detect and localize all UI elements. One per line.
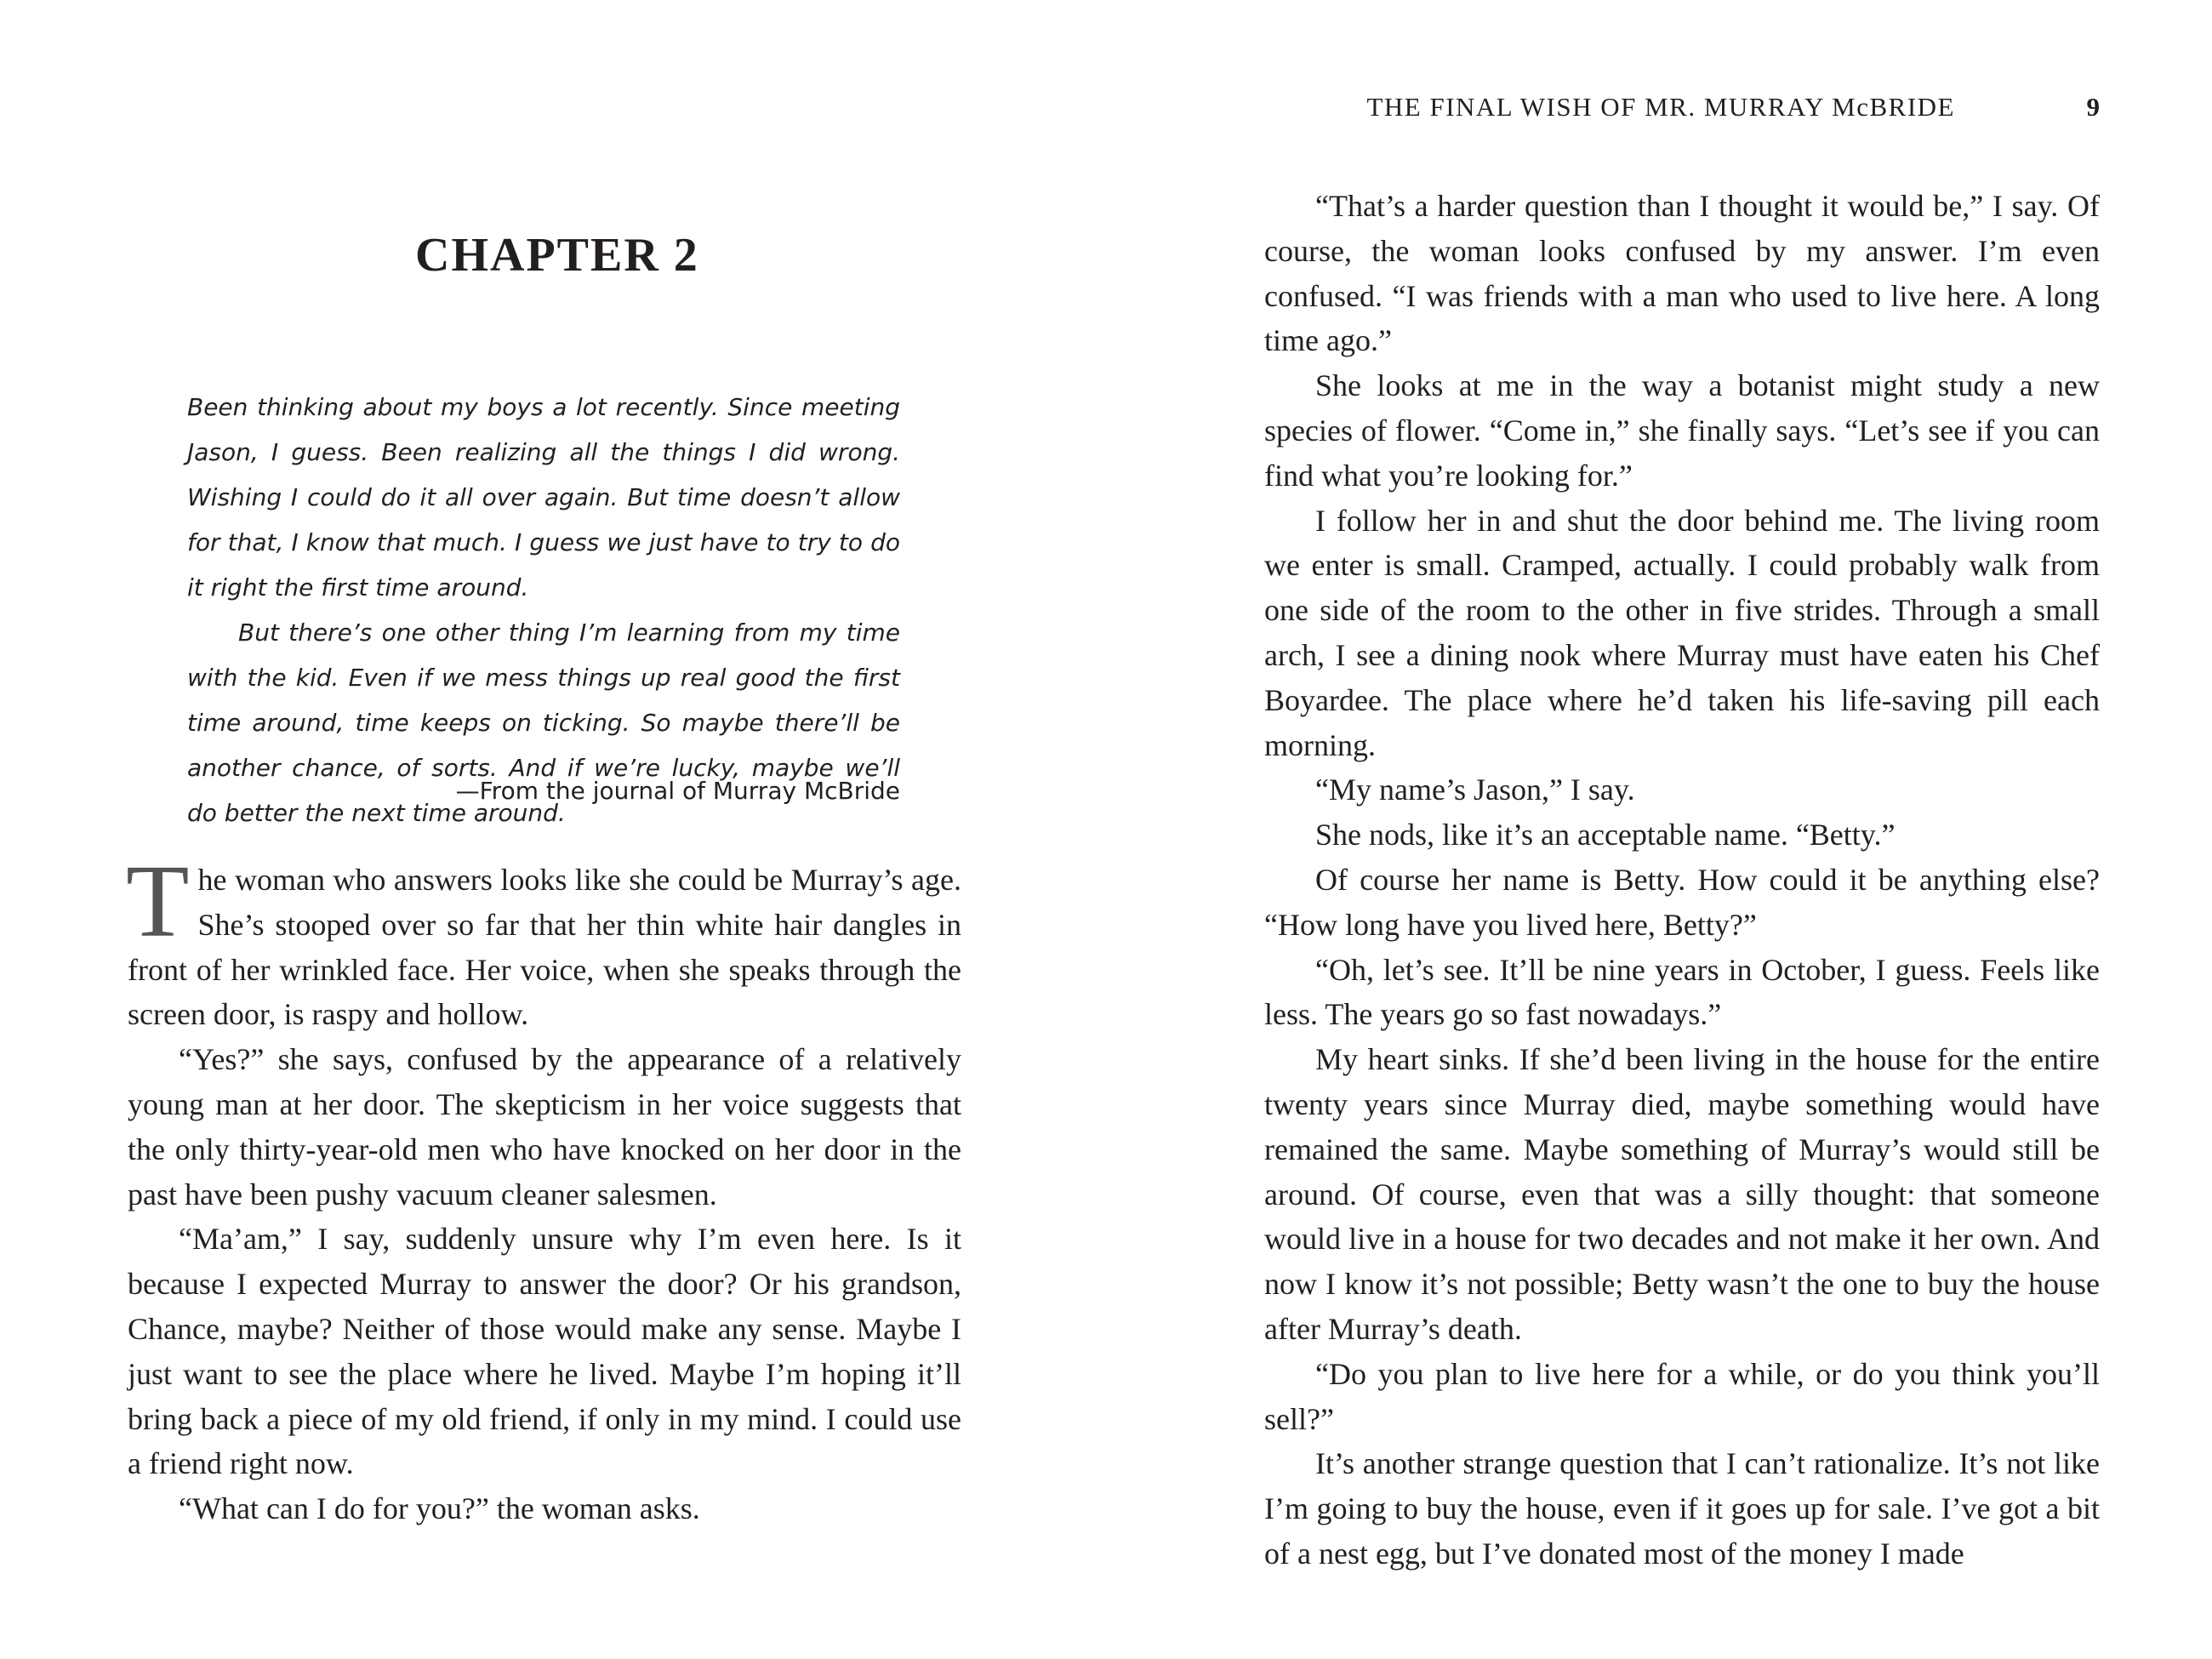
- body-paragraph: My heart sinks. If she’d been living in the house for the entire twenty years since Murray died, maybe something would have remained the same. Maybe something of Murray’s would still be around. Of course, even that was a silly thought: that someone would live in a house for two decades and not make it her own. And now I know it’s not possible; Betty wasn’t the one to buy the house after Murray’s death.: [1264, 1042, 2100, 1346]
- body-paragraph: “Do you plan to live here for a while, or do you think you’ll sell?”: [1264, 1356, 2100, 1436]
- body-paragraph: I follow her in and shut the door behind me. The living room we enter is small. Cramped, actually. I could probably walk from one side of the room to the other in five strides. Through a small arch, I see a dining nook where Murray must have eaten his Chef Boyardee. The place where he’d taken his life-saving pill each morning.: [1264, 503, 2100, 762]
- body-paragraph: She nods, like it’s an acceptable name. “Betty.”: [1315, 818, 1896, 852]
- chapter-title: CHAPTER 2: [415, 229, 699, 282]
- running-head: [1366, 92, 2100, 129]
- body-paragraph: “My name’s Jason,” I say.: [1315, 772, 1635, 807]
- left-body-text: [126, 844, 961, 1531]
- running-title: THE FINAL WISH OF MR. MURRAY McBRIDE: [1366, 92, 1955, 122]
- body-paragraph: It’s another strange question that I can’t rationalize. It’s not like I’m going to buy the house, even if it goes up for sale. I’ve got a bit of a nest egg, but I’ve donated most of the money I made: [1264, 1446, 2100, 1571]
- body-paragraph: “What can I do for you?” the woman asks.: [179, 1491, 700, 1526]
- body-paragraph: “Ma’am,” I say, suddenly unsure why I’m even here. Is it because I expected Murray to answer the door? Or his grandson, Chance, maybe? Neither of those would make any sense. Maybe I just want to see the place where he lived. Maybe I’m hoping it’ll bring back a piece of my old friend, if only in my mind. I could use a friend right now.: [128, 1222, 961, 1481]
- body-paragraph: “Yes?” she says, confused by the appearance of a relatively young man at her door. The skepticism in her voice suggests that the only thirty-year-old men who have knocked on her door in the past have been pushy vacuum cleaner salesmen.: [128, 1042, 961, 1211]
- drop-cap: T: [126, 844, 190, 959]
- epigraph-paragraph: Been thinking about my boys a lot recently. Since meeting Jason, I guess. Been realizing all the things I did wrong. Wishing I could do it all over again. But time doesn’t allow for that, I know that much. I guess we just have to try to do it right the first time around.: [187, 393, 900, 601]
- epigraph-paragraph: But there’s one other thing I’m learning from my time with the kid. Even if we mess things up real good the first time around, time keeps on ticking. So maybe there’ll be another chance, of sorts. And if we’re lucky, maybe we’ll do better the next time around.: [187, 619, 900, 827]
- right-body-text: [1264, 184, 2100, 1576]
- epigraph-source: —From the journal of Murray McBride: [455, 777, 900, 805]
- body-paragraph: “That’s a harder question than I thought it would be,” I say. Of course, the woman looks confused by my answer. I’m even confused. “I was friends with a man who used to live here. A long time ago.”: [1264, 189, 2100, 358]
- body-paragraph: She looks at me in the way a botanist might study a new species of flower. “Come in,” she finally says. “Let’s see if you can find what you’re looking for.”: [1264, 368, 2100, 493]
- epigraph: [187, 385, 900, 835]
- body-paragraph: “Oh, let’s see. It’ll be nine years in October, I guess. Feels like less. The years go so fast nowadays.”: [1264, 952, 2100, 1032]
- body-paragraph: Of course her name is Betty. How could it be anything else? “How long have you lived here, Betty?”: [1264, 862, 2100, 942]
- opening-paragraph-text: he woman who answers looks like she could be Murray’s age. She’s stooped over so far that her thin white hair dangles in front of her wrinkled face. Her voice, when she speaks through the screen door, is raspy and hollow.: [128, 863, 961, 1032]
- page-number: 9: [2086, 92, 2100, 122]
- opening-paragraph: [126, 844, 961, 1037]
